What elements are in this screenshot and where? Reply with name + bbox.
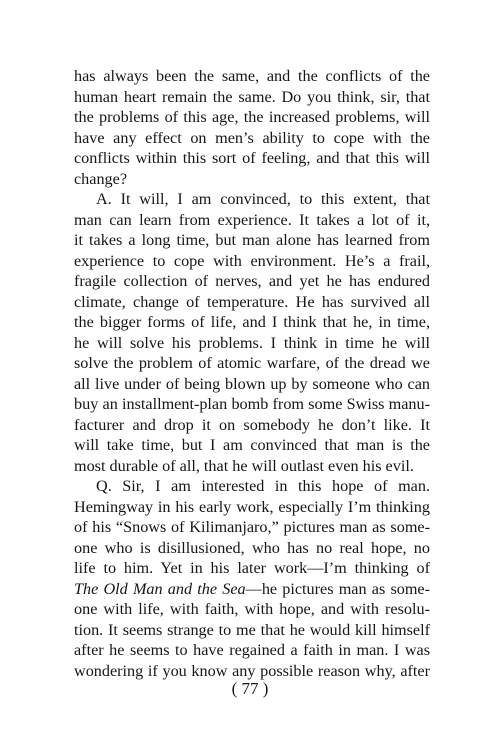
text-line: solve the problem of atomic warfare, of the dread we [74, 354, 430, 372]
page-text [74, 66, 430, 681]
text-line: after he seems to have regained a faith in man. I was [74, 641, 430, 659]
text-line: the bigger forms of life, and I think that he, in time, [74, 313, 430, 331]
text-line: tion. It seems strange to me that he would kill himself [74, 620, 430, 639]
text-fragment: —he pictures man as some- [245, 579, 431, 598]
text-line: human heart remain the same. Do you think, sir, that [74, 87, 430, 106]
text-line: of his “Snows of Kilimanjaro,” pictures man as some- [74, 518, 430, 536]
text-line: life to him. Yet in his later work—I’m thinking of [74, 559, 430, 577]
text-line: one with life, with faith, with hope, and with resolu- [74, 600, 430, 618]
text-line: he will solve his problems. I think in time he will [74, 333, 430, 352]
text-line: wondering if you know any possible reason why, after [74, 661, 430, 680]
book-title: The Old Man and the Sea [74, 579, 246, 598]
text-line: will take time, but I am convinced that man is the [74, 436, 430, 454]
page-number: ( 77 ) [231, 679, 269, 698]
text-line: all live under of being blown up by someone who can [74, 374, 430, 393]
text-line: one who is disillusioned, who has no real hope, no [74, 538, 430, 557]
text-line: A. It will, I am convinced, to this extent, that [96, 190, 430, 208]
text-line: Hemingway in his early work, especially I’m thinking [74, 497, 430, 516]
text-line: facturer and drop it on somebody he don’t like. It [74, 415, 430, 434]
text-line: has always been the same, and the conflicts of the [74, 67, 430, 85]
text-line: experience to cope with environment. He’s a frail, [74, 251, 430, 270]
text-line: the problems of this age, the increased problems, will [74, 108, 430, 126]
text-line [74, 579, 430, 600]
text-line: most durable of all, that he will outlast even his evil. [74, 456, 414, 475]
text-line: buy an installment-plan bomb from some Swiss manu- [74, 395, 430, 413]
text-line: Q. Sir, I am interested in this hope of man. [96, 477, 430, 495]
text-line: man can learn from experience. It takes a lot of it, [74, 210, 430, 229]
text-line: have any effect on men’s ability to cope with the [74, 128, 430, 147]
text-line: change? [74, 169, 128, 188]
text-line: conflicts within this sort of feeling, and that this will [74, 149, 430, 167]
text-line: it takes a long time, but man alone has learned from [74, 231, 430, 249]
text-line: fragile collection of nerves, and yet he has endured [74, 272, 430, 290]
text-line: climate, change of temperature. He has survived all [74, 292, 430, 311]
